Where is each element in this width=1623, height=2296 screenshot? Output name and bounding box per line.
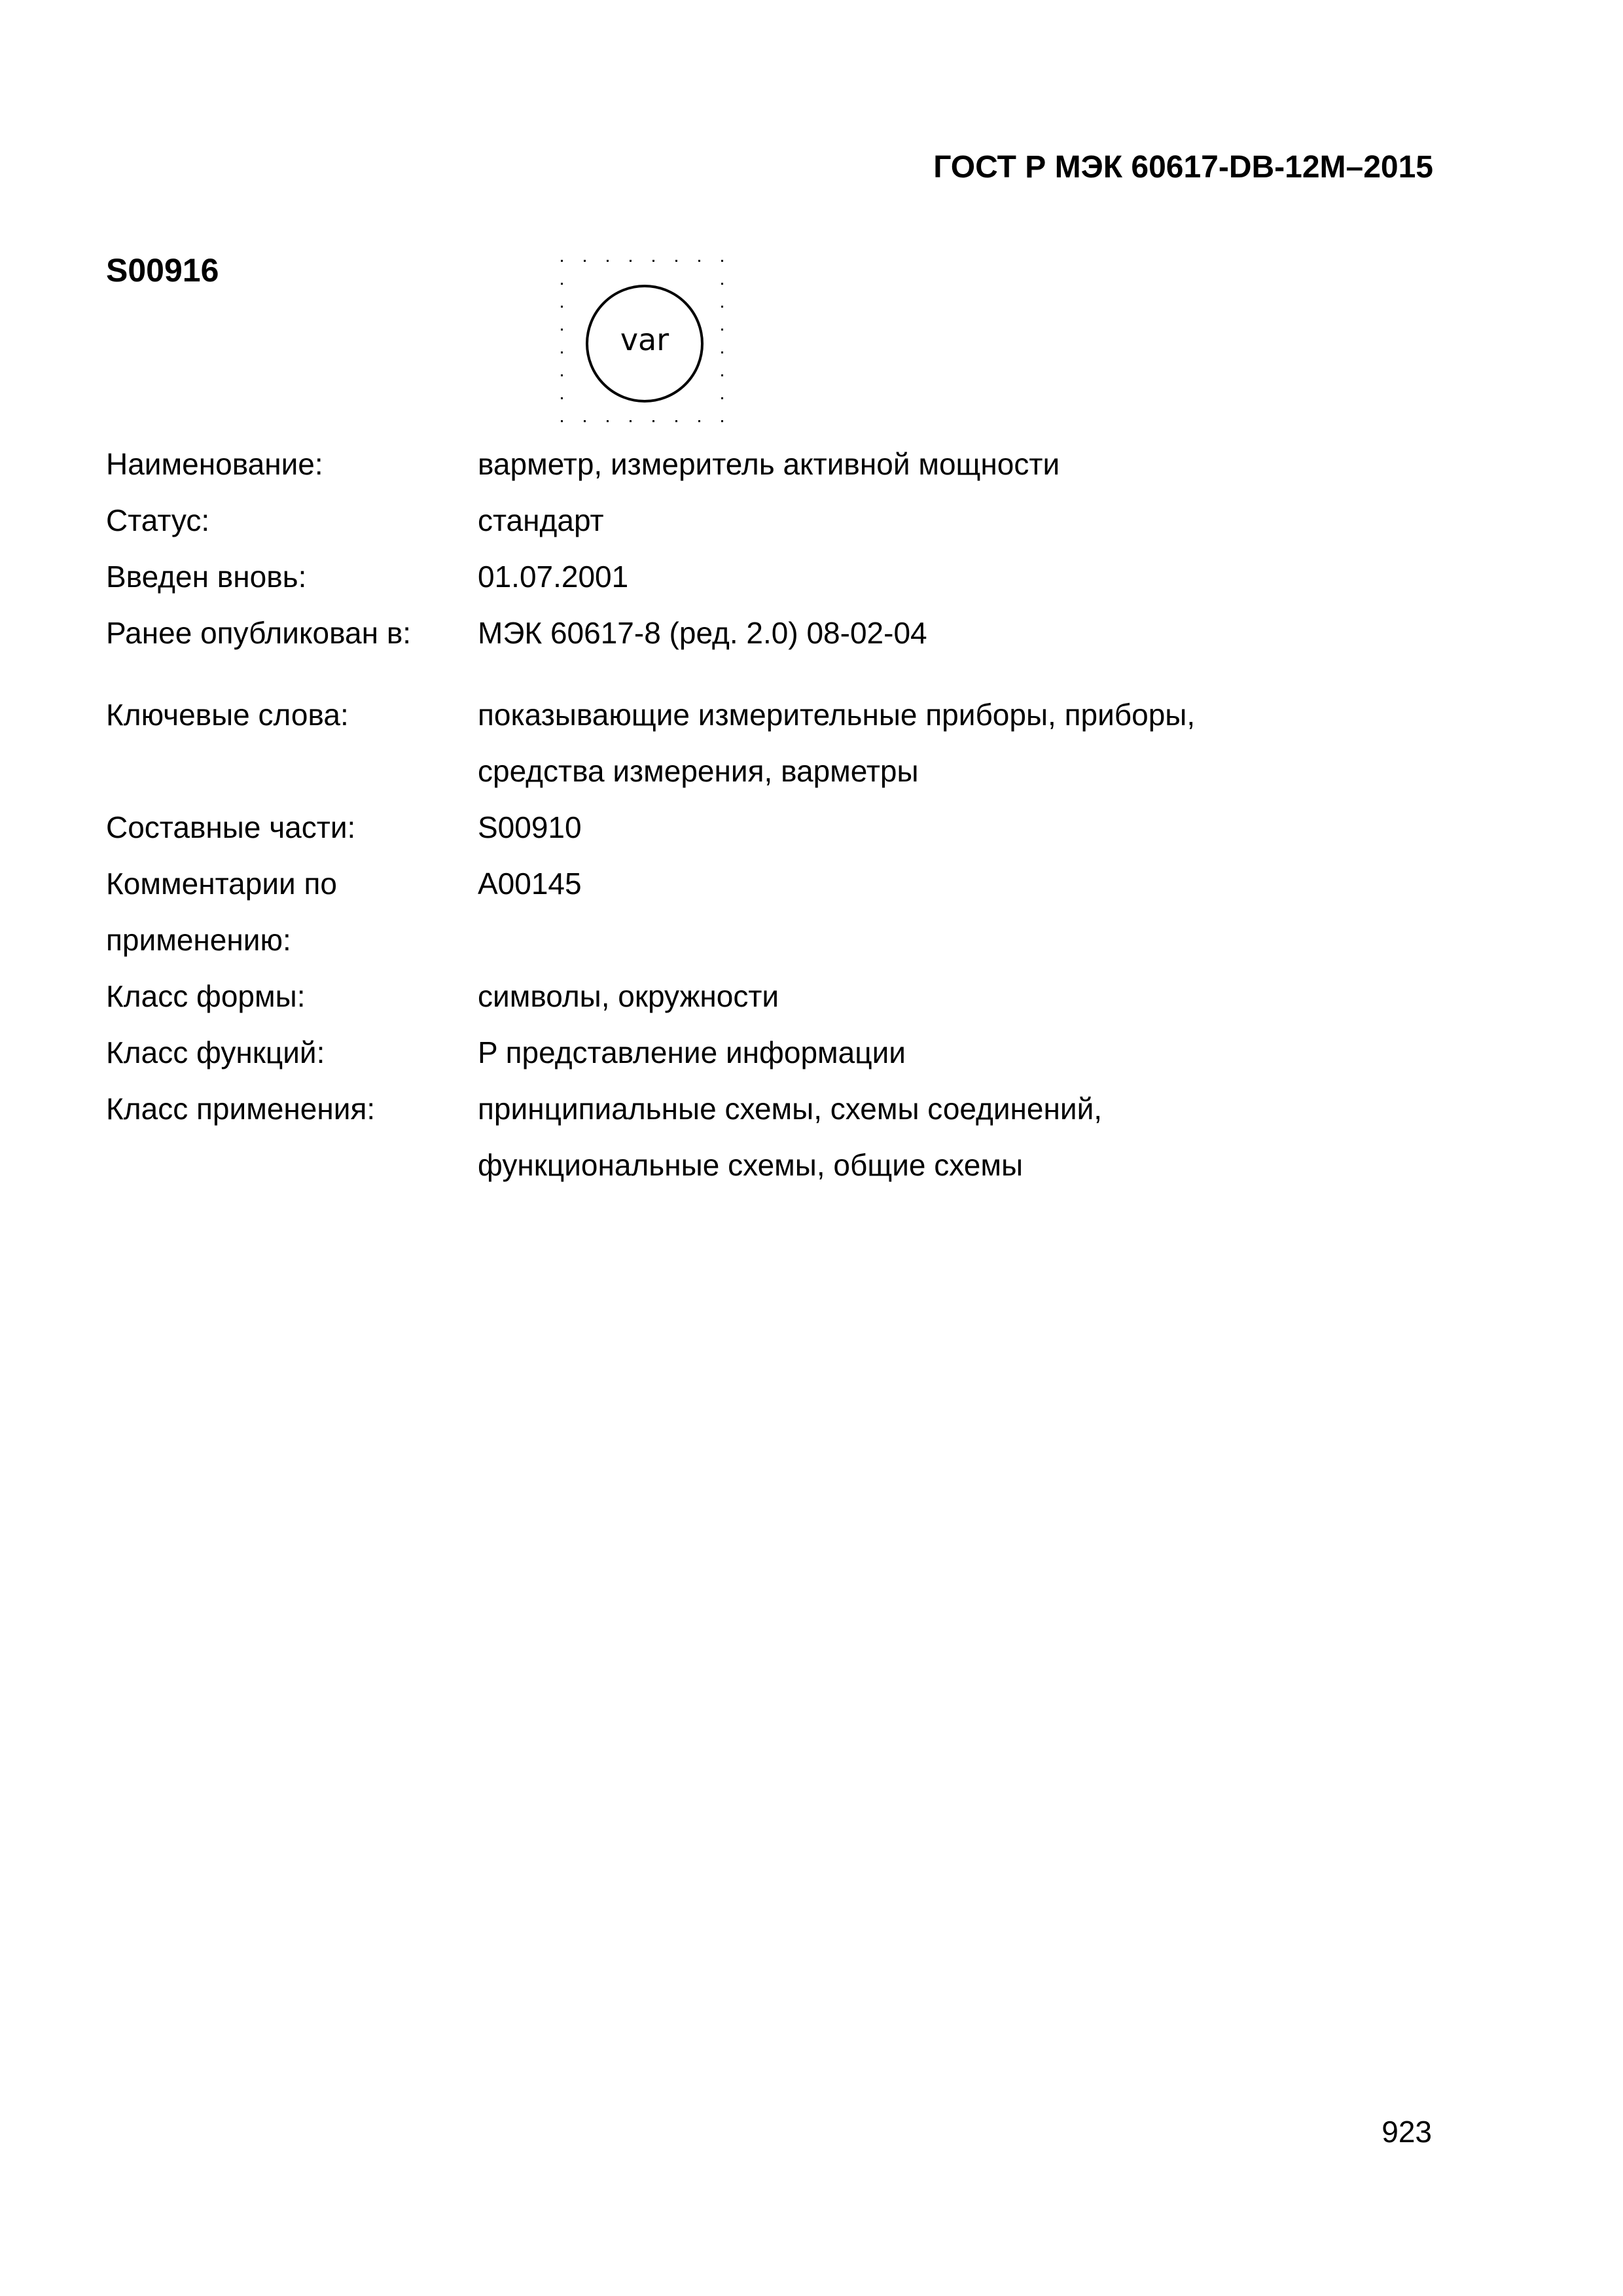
field-label: Класс формы:: [106, 979, 306, 1013]
grid-dot: [561, 329, 563, 331]
field-row-function-class: [0, 1030, 1623, 1075]
grid-dot: [561, 374, 563, 376]
field-label: Статус:: [106, 503, 210, 537]
grid-dot: [652, 260, 654, 262]
grid-dot: [721, 306, 723, 308]
field-row-components: [0, 804, 1623, 850]
grid-dot: [630, 420, 632, 422]
grid-dot: [698, 260, 700, 262]
grid-dot: [584, 420, 586, 422]
field-value: показывающие измерительные приборы, приборы,: [478, 698, 1196, 732]
symbol-glyph-text: var: [620, 322, 669, 357]
grid-dot: [652, 420, 654, 422]
page-number: 923: [1382, 2115, 1432, 2149]
field-label: Комментарии по: [106, 867, 337, 901]
field-row-application-notes: [0, 861, 1623, 906]
field-label: Введен вновь:: [106, 560, 307, 594]
grid-dot: [561, 283, 563, 285]
field-row-application-class-cont: [0, 1142, 1623, 1188]
grid-dot: [561, 397, 563, 399]
field-value: стандарт: [478, 503, 604, 537]
field-value: S00910: [478, 810, 582, 844]
grid-dot: [721, 283, 723, 285]
varmeter-circle-icon: [553, 252, 736, 435]
field-label: Класс применения:: [106, 1092, 376, 1126]
grid-dot: [607, 420, 609, 422]
field-value: A00145: [478, 867, 582, 901]
field-value: 01.07.2001: [478, 560, 629, 594]
field-label: Составные части:: [106, 810, 356, 844]
field-row-status: [0, 497, 1623, 543]
grid-dot: [721, 374, 723, 376]
field-row-name: [0, 441, 1623, 487]
grid-dot: [721, 351, 723, 353]
field-label: Класс функций:: [106, 1035, 325, 1069]
grid-dot: [561, 260, 563, 262]
field-value: МЭК 60617-8 (ред. 2.0) 08-02-04: [478, 616, 927, 650]
grid-dot: [675, 260, 677, 262]
field-value: функциональные схемы, общие схемы: [478, 1148, 1024, 1182]
grid-dot: [561, 420, 563, 422]
grid-dot: [630, 260, 632, 262]
grid-dot: [607, 260, 609, 262]
grid-dot: [561, 306, 563, 308]
field-row-keywords-cont: [0, 748, 1623, 794]
grid-dot: [698, 420, 700, 422]
field-row-previously-published: [0, 610, 1623, 656]
grid-dot: [721, 397, 723, 399]
field-value: варметр, измеритель активной мощности: [478, 447, 1060, 481]
field-row-application-notes-cont: [0, 917, 1623, 963]
field-label: Ключевые слова:: [106, 698, 349, 732]
standard-designation: ГОСТ Р МЭК 60617-DB-12M–2015: [933, 150, 1433, 185]
field-value: символы, окружности: [478, 979, 779, 1013]
field-row-application-class: [0, 1086, 1623, 1132]
field-value: P представление информации: [478, 1035, 906, 1069]
field-label: Ранее опубликован в:: [106, 616, 412, 650]
grid-dot: [721, 260, 723, 262]
symbol-code: S00916: [106, 252, 219, 289]
grid-dot: [721, 329, 723, 331]
grid-dot: [675, 420, 677, 422]
field-value: принципиальные схемы, схемы соединений,: [478, 1092, 1103, 1126]
grid-dot: [584, 260, 586, 262]
field-row-keywords: [0, 692, 1623, 738]
grid-dot: [561, 351, 563, 353]
grid-dot: [721, 420, 723, 422]
field-row-introduced: [0, 554, 1623, 600]
field-label: применению:: [106, 923, 291, 957]
field-label: Наименование:: [106, 447, 323, 481]
field-row-shape-class: [0, 973, 1623, 1019]
field-value: средства измерения, варметры: [478, 754, 919, 788]
